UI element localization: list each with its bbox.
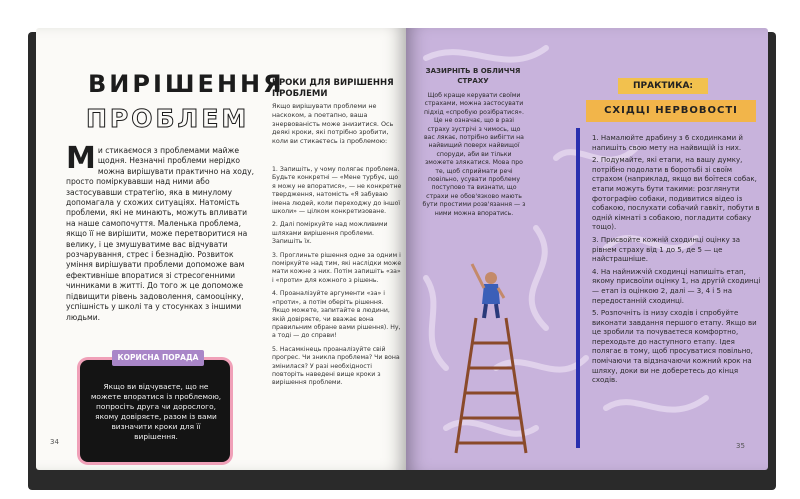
intro-paragraph bbox=[66, 141, 256, 323]
practice-step: 5. Розпочніть із низу сходів і спробуйте виконати завдання першого етапу. Якщо ви це зробили та почуваєтеся комфортно, переходьте до наступного етапу. Ідея полягає в тому, щоб просуватися повільно, помічаючи та відзначаючи кожний крок на шляху, доки ви не доберетесь до кінця сходів. bbox=[592, 309, 757, 385]
title-line-2: ПРОБЛЕМ bbox=[86, 104, 250, 133]
tip-text: Якщо ви відчуваєте, що не можете впоратися із проблемою, попросіть друга чи дорослого, якому довіряєте, разом із вами визначити кроки для її вирішення. bbox=[90, 382, 222, 441]
page-number-left: 34 bbox=[50, 438, 59, 446]
practice-step: 3. Присвойте кожній сходинці оцінку за рівнем страху від 1 до 5, де 5 — це найстрашніше. bbox=[592, 235, 741, 264]
title-line-1: ВИРІШЕННЯ bbox=[88, 70, 285, 98]
right-page bbox=[406, 28, 768, 470]
steps-title: КРОКИ ДЛЯ ВИРІШЕННЯ ПРОБЛЕМИ bbox=[272, 78, 394, 99]
open-book bbox=[28, 12, 776, 490]
ladder-illustration bbox=[446, 258, 556, 458]
steps-list bbox=[272, 166, 402, 393]
practice-label: ПРАКТИКА: bbox=[618, 78, 708, 94]
person-figure bbox=[472, 264, 504, 318]
page-number-right: 35 bbox=[736, 442, 745, 450]
fear-text: Щоб краще керувати своїми страхами, можна застосувати підхід «спробую розібратися». Це не означає, що в разі страху зустрічі з чимось, що вас лякає, потрібно вибігти на найвищий поверх найвищої споруди, аби ви тільки зможете злякатися. Мова про те, щоб сприймати речі повільно, усувати проблему поступово та визнати, що страхи не обов'язково мають бути простими розв'язання — з ними можна впоратись. bbox=[422, 92, 526, 217]
practice-step: 1. Намалюйте драбину з 6 сходинками й напишіть свою мету на найвищій із них. bbox=[592, 134, 743, 152]
fear-title: ЗАЗИРНІТЬ В ОБЛИЧЧЯ СТРАХУ bbox=[425, 67, 521, 85]
tip-label: КОРИСНА ПОРАДА bbox=[112, 350, 204, 366]
practice-steps bbox=[592, 134, 762, 389]
left-page bbox=[36, 28, 406, 470]
step-item: 4. Проаналізуйте аргументи «за» і «проти», а потім оберіть рішення. Якщо можете, запитайте в людини, якій довіряєте, чи вважає вона правильним обране вами рішення). Ну, а тоді — до справи! bbox=[272, 290, 401, 340]
practice-step: 2. Подумайте, які етапи, на вашу думку, потрібно подолати в боротьбі зі своїм страхом (наприклад, якщо ви боїтеся собак, етапи можуть бути такими: розглянути фотографію собаки, подивитися відео із собакою, послухати собачий гавкіт, побути в одній кімнаті з собакою, погладити собаку тощо). bbox=[592, 156, 760, 232]
step-item: 1. Запишіть, у чому полягає проблема. Будьте конкретні — «Мене турбує, що я можу не впоратися», — не конкретне твердження, натомість «Я забуваю імена людей, коли переходжу до іншої школи» — цілком конкретизоване. bbox=[272, 166, 402, 216]
practice-step: 4. На найнижчій сходинці напишіть етап, якому присвоїли оцінку 1, на другій сходинці — етап із оцінкою 2, далі — 3, 4 і 5 на передостанній сходинці. bbox=[592, 267, 761, 305]
step-item: 2. Далі поміркуйте над можливими шляхами вирішення проблеми. Запишіть їх. bbox=[272, 221, 388, 246]
drop-cap: М bbox=[66, 141, 96, 176]
intro-text: и стикаємося з проблемами майже щодня. Незначні проблеми нерідко можна вирішувати практично на ходу, просто поміркувавши над ними або застосувавши стратегію, яка в минулому допомагала у схожих ситуаціях. Натомість проблеми, які не минають, можуть впливати на наше самопочуття. Маленька проблема, якщо її не вирішити, може перетворитися на велику, і це змушуватиме вас відчувати розчарування, стрес і безнадію. Розвиток уміння вирішувати проблеми допоможе вам ефективніше впоратися зі стресогенними чинниками в житті. До того ж це допоможе підвищити рівень задоволення, самооцінку, успішність у школі та у стосунках з іншими людьми. bbox=[66, 146, 255, 322]
steps-intro: Якщо вирішувати проблеми не наскоком, а поетапно, ваша знервованість може знизитися. Ось деякі кроки, які потрібно зробити, коли ви стикаєтесь із проблемою: bbox=[272, 102, 394, 146]
practice-divider bbox=[576, 128, 580, 448]
step-item: 5. Насамкінець проаналізуйте свій прогрес. Чи зникла проблема? Чи вона змінилася? У разі необхідності повторіть наведені вище кроки з вирішення проблеми. bbox=[272, 345, 400, 387]
practice-subtitle: СХІДЦІ НЕРВОВОСТІ bbox=[586, 100, 756, 122]
step-item: 3. Проглиньте рішення одне за одним і поміркуйте над тим, які наслідки може мати кожне з них. Потім запишіть «за» і «проти» для кожного з рішень. bbox=[272, 251, 402, 284]
